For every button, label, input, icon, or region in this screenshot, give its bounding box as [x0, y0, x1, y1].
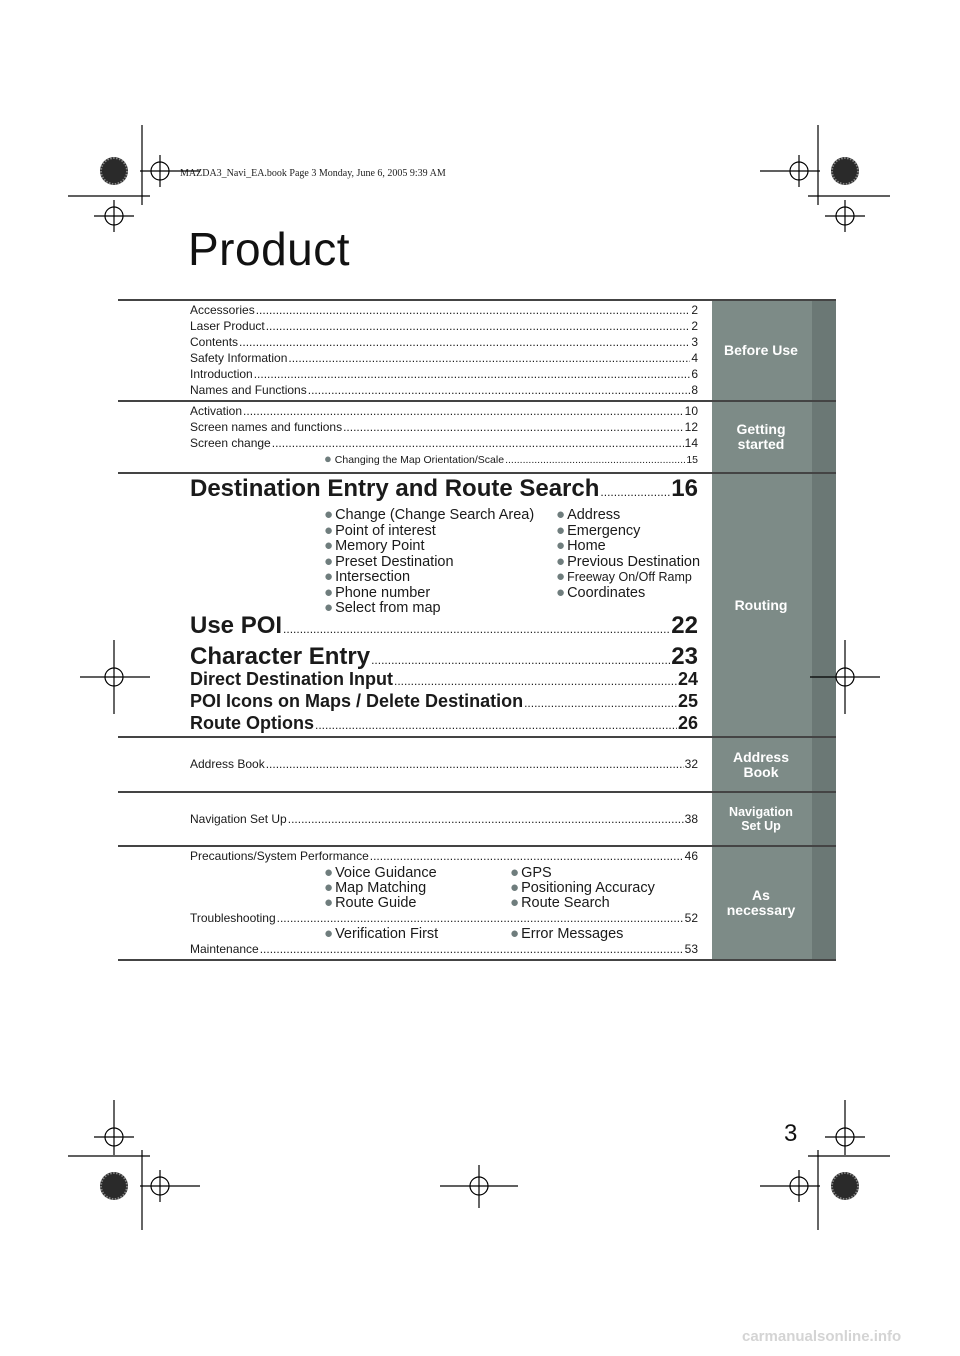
tab-label: Before Use	[724, 342, 798, 358]
tab-label: Address Book	[732, 748, 790, 780]
sub-item[interactable]: ● Previous Destination	[556, 552, 701, 570]
sub-item[interactable]: ● Freeway On/Off Ramp	[556, 568, 692, 585]
toc-entry[interactable]: Accessories ..... 2	[190, 302, 698, 318]
toc-character-entry[interactable]: Character Entry ..... 23	[190, 642, 698, 672]
sub-item[interactable]: ● Verification First	[324, 925, 439, 942]
page-title: Product	[188, 223, 351, 275]
sub-item[interactable]: ● Select from map	[324, 599, 441, 616]
tab-label: Navigation Set Up	[729, 805, 793, 833]
tab-label: Routing	[734, 596, 788, 613]
toc-entry[interactable]: Screen names and functions ..... 12	[190, 419, 698, 435]
registration-wheel-icon	[100, 157, 859, 1200]
toc-route-options[interactable]: Route Options ..... 26	[190, 712, 698, 734]
toc-entry[interactable]: Maintenance ..... 53	[190, 941, 698, 957]
toc-poi-icons[interactable]: POI Icons on Maps / Delete Destination ..... 25	[190, 690, 698, 712]
toc-entry[interactable]: Activation ..... 10	[190, 403, 698, 419]
sub-item[interactable]: ● Route Guide	[324, 894, 417, 911]
sub-item[interactable]: ● Route Search	[510, 894, 610, 911]
sub-item[interactable]: ● Preset Destination	[324, 552, 454, 570]
toc-entry[interactable]: Safety Information ..... 4	[190, 350, 698, 366]
toc-entry[interactable]: Laser Product ..... 2	[190, 318, 698, 334]
book-header-line: MAZDA3_Navi_EA.book Page 3 Monday, June 6, 2005 9:39 AM	[180, 168, 446, 179]
watermark: carmanualsonline.info	[742, 1328, 902, 1345]
toc-entry[interactable]: Troubleshooting ..... 52	[190, 910, 698, 926]
toc-entry[interactable]: Names and Functions ..... 8	[190, 382, 698, 398]
toc-entry[interactable]: Contents ..... 3	[190, 334, 698, 350]
sub-item[interactable]: ● Map Matching	[324, 879, 427, 896]
crosshair-icon	[80, 155, 880, 1208]
toc-direct-destination[interactable]: Direct Destination Input ..... 24	[190, 668, 698, 690]
toc-use-poi[interactable]: Use POI ..... 22	[190, 611, 698, 641]
sub-item[interactable]: ● Change (Change Search Area)	[324, 506, 535, 523]
toc-sub-entry[interactable]: ● Changing the Map Orientation/Scale ..... 15	[324, 452, 698, 466]
sub-item[interactable]: ● Phone number	[324, 583, 431, 601]
sub-item[interactable]: ● GPS	[510, 864, 552, 881]
sub-item[interactable]: ● Coordinates	[556, 583, 646, 601]
tab-label: Getting started	[736, 421, 786, 452]
sub-item[interactable]: ● Home	[556, 537, 606, 554]
sub-item[interactable]: ● Error Messages	[510, 925, 624, 942]
toc-entry[interactable]: Precautions/System Performance ..... 46	[190, 848, 698, 864]
sub-item[interactable]: ● Address	[556, 506, 621, 523]
toc-entry[interactable]: Screen change ..... 14	[190, 435, 698, 451]
sub-item[interactable]: ● Positioning Accuracy	[510, 879, 655, 896]
sub-item[interactable]: ● Intersection	[324, 568, 411, 585]
sub-item[interactable]: ● Memory Point	[324, 537, 425, 554]
sub-item[interactable]: ● Emergency	[556, 521, 641, 539]
sub-item[interactable]: ● Voice Guidance	[324, 864, 437, 881]
toc-destination-entry[interactable]: Destination Entry and Route Search ..... 16	[190, 474, 698, 504]
tab-label: As necessary	[726, 887, 796, 918]
toc-entry[interactable]: Address Book ..... 32	[190, 756, 698, 772]
sub-item[interactable]: ● Point of interest	[324, 521, 436, 539]
toc-entry[interactable]: Navigation Set Up ..... 38	[190, 811, 698, 827]
toc-entry[interactable]: Introduction ..... 6	[190, 366, 698, 382]
page-number: 3	[784, 1120, 798, 1147]
